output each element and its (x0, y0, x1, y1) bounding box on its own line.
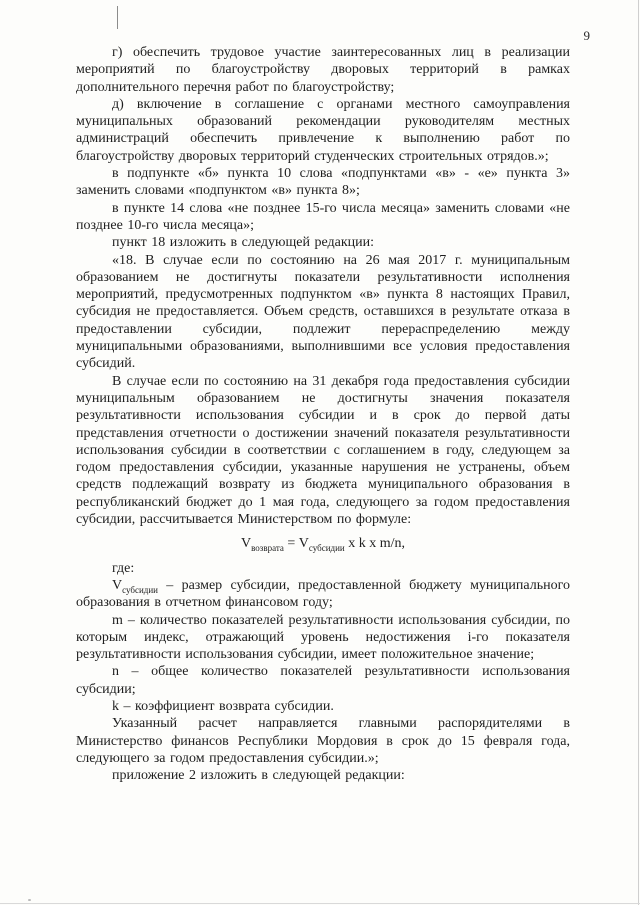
scan-artifact-right-edge (638, 0, 639, 905)
para-subpoint-g: г) обеспечить трудовое участие заинтересованных лиц в реализации мероприятий по благоустройству дворовых территорий в рамках дополнительного перечня работ по благоустройству; (76, 45, 570, 95)
formula-equals: = V (283, 536, 309, 552)
page-number: 9 (583, 28, 590, 43)
scan-artifact-speck (28, 899, 31, 901)
scan-artifact-bottom-edge (0, 903, 640, 904)
para-point-18-intro: пункт 18 изложить в следующей редакции: (112, 235, 374, 251)
para-amendment-point-10: в подпункте «б» пункта 10 слова «подпунктами «в» - «е» пункта 3» заменить словами «подпунктом «в» пункта 8»; (76, 166, 570, 199)
definition-m: m – количество показателей результативности использования субсидии, по которым индекс, отражающий уровень недостижения i-го показателя результативности использования субсидии, имеет положительное значение; (76, 612, 570, 663)
formula-rhs-subscript: субсидии (308, 543, 345, 554)
formula-lhs-subscript: возврата (251, 543, 284, 554)
para-calculation-submission: Указанный расчет направляется главными распорядителями в Министерство финансов Республики Мордовия в срок до 15 февраля года, следующего за годом предоставления субсидии.»; (76, 716, 570, 766)
formula-tail: x k x m/n, (344, 536, 406, 552)
para-point-18-text: «18. В случае если по состоянию на 26 мая 2017 г. муниципальным образованием не достигнуты показатели результативности исполнения мероприятий, предусмотренных подпунктом «в» пункта 8 настоящих Правил, субсидия не предоставляется. Объем средств, оставшихся в результате отказа в предоставлении субсидии, подлежит перераспределению между муниципальными образованиями, выполнившими все условия предоставления субсидий. (76, 252, 570, 372)
para-appendix-2: приложение 2 изложить в следующей редакции: (112, 768, 405, 784)
definition-v-text: – размер субсидии, предоставленной бюджету муниципального образования в отчетном финансовом году; (76, 577, 570, 611)
document-content (76, 44, 570, 784)
where-label: где: (112, 560, 135, 576)
scan-artifact-tick (117, 6, 118, 29)
para-subpoint-d: д) включение в соглашение с органами местного самоуправления муниципальных образований рекомендации руководителям местных администраций обеспечить привлечение к выполнению работ по благоустройству дворовых территорий студенческих строительных отрядов.»; (76, 96, 570, 164)
definition-k: k – коэффициент возврата субсидии. (112, 698, 334, 714)
para-return-calculation: В случае если по состоянию на 31 декабря года предоставления субсидии муниципальным образованием не достигнуты значения показателя результативности использования субсидии и в срок до первой даты представления отчетности о достижении значений показателя результативности использования субсидии в соответствии с соглашением в году, следующем за годом предоставления субсидии, указанные нарушения не устранены, объем средств подлежащий возврату из бюджета муниципального образования в республиканский бюджет до 1 мая года, следующего за годом предоставления субсидии, рассчитывается Министерством по формуле: (76, 373, 570, 528)
definition-n: n – общее количество показателей результативности использования субсидии; (76, 664, 570, 697)
para-amendment-point-14: в пункте 14 слова «не позднее 15-го числа месяца» заменить словами «не позднее 10-го числа месяца»; (76, 200, 570, 233)
definition-v-subsidii (76, 577, 570, 612)
formula-lhs-base: V (240, 536, 252, 552)
formula-line (76, 535, 570, 552)
definition-v-subscript: субсидии (122, 584, 158, 595)
definition-v-base: V (112, 577, 123, 593)
